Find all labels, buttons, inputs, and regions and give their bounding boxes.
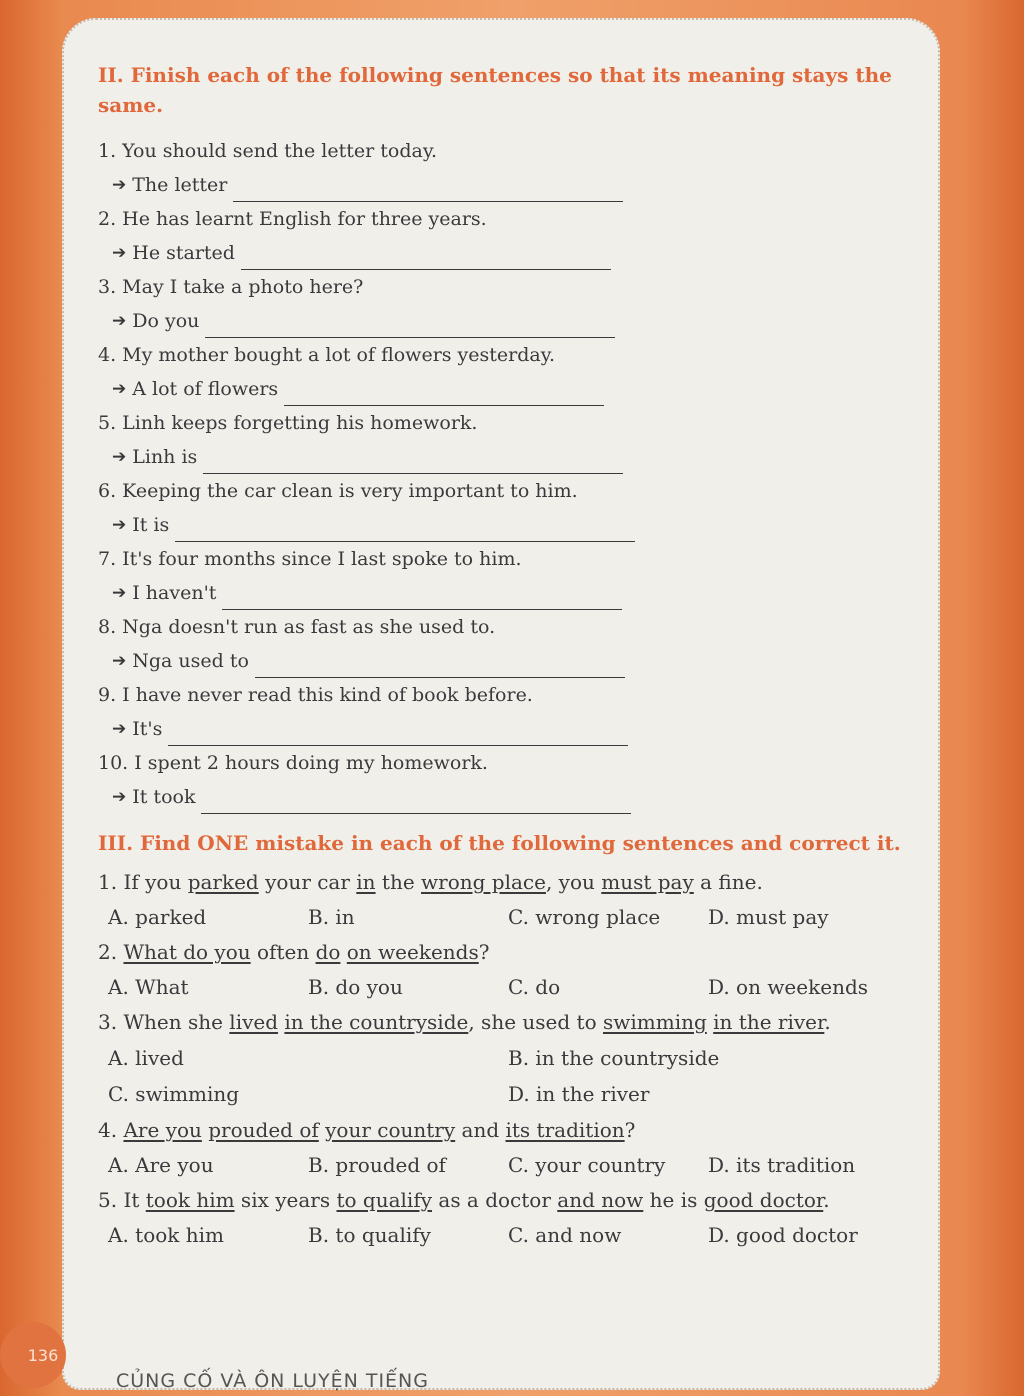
answer-prompt: He started bbox=[132, 242, 235, 264]
answer-line-7 bbox=[98, 576, 918, 610]
option-a[interactable]: A. took him bbox=[108, 1223, 224, 1247]
arrow-icon: ➔ bbox=[112, 447, 127, 467]
question-10: 10. I spent 2 hours doing my homework. bbox=[98, 752, 488, 774]
answer-line-9 bbox=[98, 712, 918, 746]
underlined-part: do bbox=[315, 940, 341, 964]
options-4 bbox=[98, 1148, 918, 1182]
option-c[interactable]: C. swimming bbox=[108, 1082, 240, 1106]
option-a[interactable]: A. lived bbox=[108, 1046, 184, 1070]
underlined-part: good doctor bbox=[703, 1188, 824, 1212]
underlined-part: parked bbox=[187, 870, 259, 894]
answer-prompt: It is bbox=[132, 514, 170, 536]
answer-line-4 bbox=[98, 372, 918, 406]
question-5: 5. Linh keeps forgetting his homework. bbox=[98, 412, 478, 434]
arrow-icon: ➔ bbox=[112, 719, 127, 739]
answer-line-2 bbox=[98, 236, 918, 270]
answer-blank[interactable] bbox=[168, 723, 628, 746]
question-9: 9. I have never read this kind of book before. bbox=[98, 684, 533, 706]
options-1 bbox=[98, 900, 918, 934]
option-b[interactable]: B. to qualify bbox=[308, 1223, 431, 1247]
text: and bbox=[455, 1118, 506, 1142]
answer-prompt: A lot of flowers bbox=[132, 378, 279, 400]
arrow-icon: ➔ bbox=[112, 311, 127, 331]
answer-line-6 bbox=[98, 508, 918, 542]
answer-blank[interactable] bbox=[241, 247, 611, 270]
section-3-items bbox=[98, 864, 918, 1252]
underlined-part: prouded of bbox=[208, 1118, 319, 1142]
underlined-part: your country bbox=[325, 1118, 456, 1142]
text: ? bbox=[478, 940, 490, 964]
question-4: 4. My mother bought a lot of flowers yesterday. bbox=[98, 344, 555, 366]
answer-prompt: Do you bbox=[132, 310, 200, 332]
mistake-question-1 bbox=[98, 864, 918, 900]
underlined-part: in the countryside bbox=[284, 1010, 469, 1034]
question-7: 7. It's four months since I last spoke to him. bbox=[98, 548, 522, 570]
answer-prompt: Linh is bbox=[132, 446, 198, 468]
option-b[interactable]: B. in the countryside bbox=[508, 1046, 720, 1070]
text: 1. If you bbox=[98, 870, 188, 894]
option-b[interactable]: B. in bbox=[308, 905, 355, 929]
underlined-part: lived bbox=[229, 1010, 279, 1034]
answer-prompt: The letter bbox=[132, 174, 228, 196]
underlined-part: What do you bbox=[123, 940, 251, 964]
footer-title: CỦNG CỐ VÀ ÔN LUYỆN TIẾNG bbox=[116, 1370, 429, 1392]
arrow-icon: ➔ bbox=[112, 787, 127, 807]
underlined-part: on weekends bbox=[346, 940, 479, 964]
underlined-part: in bbox=[356, 870, 376, 894]
answer-prompt: Nga used to bbox=[132, 650, 249, 672]
answer-prompt: It's bbox=[132, 718, 163, 740]
options-5 bbox=[98, 1218, 918, 1252]
answer-prompt: It took bbox=[132, 786, 196, 808]
option-b[interactable]: B. prouded of bbox=[308, 1153, 446, 1177]
answer-blank[interactable] bbox=[255, 655, 625, 678]
text: he is bbox=[643, 1188, 704, 1212]
section-2-heading: II. Finish each of the following sentences so that its meaning stays the same. bbox=[98, 63, 892, 117]
arrow-icon: ➔ bbox=[112, 583, 127, 603]
arrow-icon: ➔ bbox=[112, 651, 127, 671]
mistake-question-3 bbox=[98, 1004, 918, 1040]
underlined-part: took him bbox=[145, 1188, 235, 1212]
text: 3. When she bbox=[98, 1010, 230, 1034]
page-content bbox=[98, 60, 918, 1252]
answer-blank[interactable] bbox=[233, 179, 623, 202]
answer-blank[interactable] bbox=[175, 519, 635, 542]
question-6: 6. Keeping the car clean is very important to him. bbox=[98, 480, 578, 502]
mistake-question-4 bbox=[98, 1112, 918, 1148]
option-d[interactable]: D. its tradition bbox=[708, 1153, 856, 1177]
question-1: 1. You should send the letter today. bbox=[98, 140, 438, 162]
option-c[interactable]: C. and now bbox=[508, 1223, 622, 1247]
text: , you bbox=[545, 870, 602, 894]
text: ? bbox=[624, 1118, 636, 1142]
text: often bbox=[250, 940, 316, 964]
answer-blank[interactable] bbox=[222, 587, 622, 610]
arrow-icon: ➔ bbox=[112, 515, 127, 535]
text: 4. bbox=[98, 1118, 124, 1142]
option-b[interactable]: B. do you bbox=[308, 975, 403, 999]
answer-line-3 bbox=[98, 304, 918, 338]
text: 5. It bbox=[98, 1188, 146, 1212]
options-2 bbox=[98, 970, 918, 1004]
section-2-items bbox=[98, 134, 918, 814]
underlined-part: Are you bbox=[123, 1118, 202, 1142]
answer-line-8 bbox=[98, 644, 918, 678]
option-d[interactable]: D. in the river bbox=[508, 1082, 650, 1106]
answer-blank[interactable] bbox=[201, 791, 631, 814]
answer-blank[interactable] bbox=[203, 451, 623, 474]
text: a fine. bbox=[693, 870, 763, 894]
underlined-part: to qualify bbox=[336, 1188, 433, 1212]
answer-prompt: I haven't bbox=[132, 582, 217, 604]
text: as a doctor bbox=[432, 1188, 558, 1212]
option-c[interactable]: C. wrong place bbox=[508, 905, 661, 929]
text: , she used to bbox=[468, 1010, 603, 1034]
option-d[interactable]: D. must pay bbox=[708, 905, 829, 929]
option-d[interactable]: D. on weekends bbox=[708, 975, 869, 999]
underlined-part: and now bbox=[557, 1188, 644, 1212]
options-3 bbox=[98, 1040, 918, 1112]
text: . bbox=[823, 1188, 830, 1212]
underlined-part: wrong place bbox=[421, 870, 546, 894]
option-c[interactable]: C. do bbox=[508, 975, 561, 999]
text: . bbox=[824, 1010, 831, 1034]
answer-blank[interactable] bbox=[205, 315, 615, 338]
underlined-part: in the river bbox=[713, 1010, 825, 1034]
question-2: 2. He has learnt English for three years. bbox=[98, 208, 487, 230]
arrow-icon: ➔ bbox=[112, 379, 127, 399]
arrow-icon: ➔ bbox=[112, 175, 127, 195]
underlined-part: its tradition bbox=[505, 1118, 625, 1142]
underlined-part: must pay bbox=[601, 870, 694, 894]
question-8: 8. Nga doesn't run as fast as she used to. bbox=[98, 616, 496, 638]
mistake-question-5 bbox=[98, 1182, 918, 1218]
answer-blank[interactable] bbox=[284, 383, 604, 406]
text: the bbox=[375, 870, 422, 894]
answer-line-1 bbox=[98, 168, 918, 202]
option-a[interactable]: A. parked bbox=[108, 905, 207, 929]
option-c[interactable]: C. your country bbox=[508, 1153, 666, 1177]
text: your car bbox=[258, 870, 357, 894]
option-a[interactable]: A. What bbox=[108, 975, 189, 999]
answer-line-10 bbox=[98, 780, 918, 814]
arrow-icon: ➔ bbox=[112, 243, 127, 263]
mistake-question-2 bbox=[98, 934, 918, 970]
option-d[interactable]: D. good doctor bbox=[708, 1223, 858, 1247]
page-number-badge: 136 bbox=[0, 1322, 66, 1388]
underlined-part: swimming bbox=[602, 1010, 707, 1034]
answer-line-5 bbox=[98, 440, 918, 474]
section-3-heading: III. Find ONE mistake in each of the following sentences and correct it. bbox=[98, 831, 901, 855]
text: six years bbox=[234, 1188, 337, 1212]
option-a[interactable]: A. Are you bbox=[108, 1153, 214, 1177]
text: 2. bbox=[98, 940, 124, 964]
workbook-page bbox=[62, 18, 940, 1390]
question-3: 3. May I take a photo here? bbox=[98, 276, 364, 298]
